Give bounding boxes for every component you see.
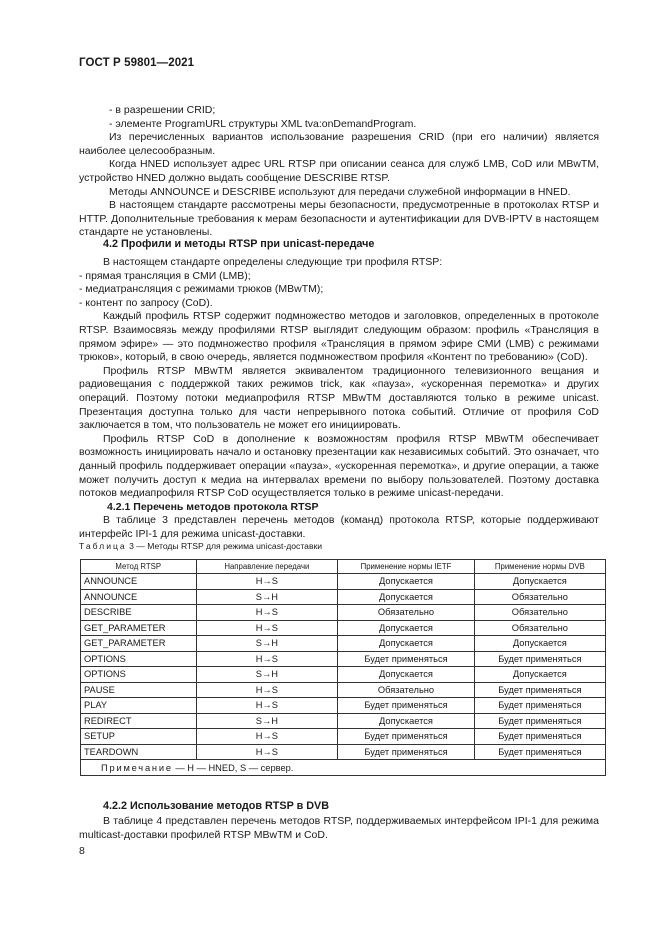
ietf-cell: Будет применяться: [338, 698, 475, 714]
method-cell: OPTIONS: [81, 667, 197, 683]
direction-cell: S→H: [196, 667, 338, 683]
table-row: [81, 713, 606, 729]
table-row: [81, 682, 606, 698]
method-cell: OPTIONS: [81, 651, 197, 667]
method-cell: PAUSE: [81, 682, 197, 698]
ietf-cell: Допускается: [338, 574, 475, 590]
ietf-cell: Обязательно: [338, 605, 475, 621]
section-4-2-2-block: [79, 815, 599, 842]
standard-header: ГОСТ Р 59801—2021: [79, 57, 195, 69]
rtsp-methods-table: [80, 559, 606, 776]
table-caption: [79, 541, 322, 551]
direction-cell: H→S: [196, 620, 338, 636]
method-cell: PLAY: [81, 698, 197, 714]
method-cell: DESCRIBE: [81, 605, 197, 621]
section-heading: 4.2 Профили и методы RTSP при unicast-передаче: [103, 238, 375, 250]
ietf-cell: Допускается: [338, 667, 475, 683]
direction-cell: S→H: [196, 713, 338, 729]
column-header: Применение нормы DVB: [474, 560, 605, 574]
direction-cell: S→H: [196, 589, 338, 605]
paragraph: Профиль RTSP CoD в дополнение к возможностям профиля RTSP MBwTM обеспечивает возможность инициировать начало и остановку презентации как независимых событий. Это означает, что данный профиль поддерживает операции «пауза», «ускоренная перемотка», и другие операции, а также может получить доступ к медиа на интервалах времени по выбору пользователей. Поэтому доставка потоков медиапрофиля RTSP CoD осуществляется только в режиме unicast-передачи.: [79, 432, 599, 500]
method-cell: SETUP: [81, 729, 197, 745]
intro-block: [79, 104, 599, 240]
ietf-cell: Допускается: [338, 620, 475, 636]
method-cell: GET_PARAMETER: [81, 636, 197, 652]
note-text: — H — HNED, S — сервер.: [175, 762, 294, 773]
page-number: 8: [79, 845, 85, 857]
paragraph: Из перечисленных вариантов использование разрешения CRID (при его наличии) является наиболее целесообразным.: [79, 131, 599, 157]
paragraph: Когда HNED использует адрес URL RTSP при описании сеанса для служб LMB, CoD или MBwTM, устройство HNED должно выдать сообщение DESCRIBE RTSP.: [79, 158, 599, 184]
table-body: [81, 574, 606, 760]
method-cell: ANNOUNCE: [81, 574, 197, 590]
table-caption-text: 3 — Методы RTSP для режима unicast-доставки: [129, 541, 323, 551]
list-item: - прямая трансляция в СМИ (LMB);: [79, 269, 251, 282]
ietf-cell: Будет применяться: [338, 651, 475, 667]
ietf-cell: Допускается: [338, 589, 475, 605]
paragraph: Каждый профиль RTSP содержит подмножество методов и заголовков, определенных в протоколе RTSP. Взаимосвязь между профилями RTSP выглядит следующим образом: профиль «Трансляция в прямом эфире» — это подмножество профиля «Трансляция в прямом эфире СМИ (LMB) с режимами трюков», который, в свою очередь, является подмножеством профиля «Контент по требованию» (CoD).: [79, 310, 599, 364]
direction-cell: H→S: [196, 744, 338, 760]
table-row: [81, 744, 606, 760]
table-header-row: [81, 560, 606, 574]
direction-cell: H→S: [196, 651, 338, 667]
paragraph: В настоящем стандарте рассмотрены меры безопасности, предусмотренные в протоколах RTSP и HTTP. Дополнительные требования к мерам безопасности и аутентификации для DVB-IPTV в настоящем стандарте не установлены.: [79, 199, 599, 239]
dvb-cell: Допускается: [474, 667, 605, 683]
method-cell: ANNOUNCE: [81, 589, 197, 605]
method-cell: GET_PARAMETER: [81, 620, 197, 636]
table-caption-label: Таблица: [79, 541, 127, 551]
direction-cell: H→S: [196, 682, 338, 698]
dvb-cell: Будет применяться: [474, 682, 605, 698]
list-item: - контент по запросу (CoD).: [79, 296, 213, 309]
section-heading: 4.2.2 Использование методов RTSP в DVB: [103, 800, 330, 812]
dvb-cell: Допускается: [474, 636, 605, 652]
direction-cell: H→S: [196, 729, 338, 745]
method-cell: TEARDOWN: [81, 744, 197, 760]
note-label: Примечание: [101, 762, 173, 773]
paragraph: В настоящем стандарте определены следующие три профиля RTSP:: [103, 256, 443, 268]
ietf-cell: Допускается: [338, 713, 475, 729]
table-row: [81, 574, 606, 590]
dvb-cell: Обязательно: [474, 605, 605, 621]
table-row: [81, 651, 606, 667]
dvb-cell: Обязательно: [474, 620, 605, 636]
column-header: Применение нормы IETF: [338, 560, 475, 574]
subsection-heading: 4.2.1 Перечень методов протокола RTSP: [107, 500, 319, 513]
paragraph: В таблице 3 представлен перечень методов (команд) протокола RTSP, которые поддерживают интерфейс IPI-1 для режима unicast-доставки.: [79, 514, 599, 540]
dvb-cell: Допускается: [474, 574, 605, 590]
dvb-cell: Будет применяться: [474, 698, 605, 714]
table-row: [81, 729, 606, 745]
list-item: - медиатрансляция с режимами трюков (MBwTM);: [79, 283, 324, 296]
dvb-cell: Будет применяться: [474, 729, 605, 745]
method-cell: REDIRECT: [81, 713, 197, 729]
table-row: [81, 620, 606, 636]
ietf-cell: Обязательно: [338, 682, 475, 698]
ietf-cell: Допускается: [338, 636, 475, 652]
table-note: [81, 760, 606, 776]
table-row: [81, 589, 606, 605]
list-item: - элементе ProgramURL структуры XML tva:onDemandProgram.: [109, 117, 417, 130]
ietf-cell: Будет применяться: [338, 729, 475, 745]
direction-cell: S→H: [196, 636, 338, 652]
column-header: Метод RTSP: [81, 560, 197, 574]
table-note-row: [81, 760, 606, 776]
table-row: [81, 698, 606, 714]
dvb-cell: Будет применяться: [474, 651, 605, 667]
dvb-cell: Обязательно: [474, 589, 605, 605]
column-header: Направление передачи: [196, 560, 338, 574]
ietf-cell: Будет применяться: [338, 744, 475, 760]
section-4-2-block: [79, 256, 599, 541]
table-row: [81, 605, 606, 621]
paragraph: В таблице 4 представлен перечень методов RTSP, поддерживаемых интерфейсом IPI-1 для режима multicast-доставки профилей RTSP MBwTM и CoD.: [79, 815, 599, 841]
direction-cell: H→S: [196, 698, 338, 714]
paragraph: Профиль RTSP MBwTM является эквивалентом традиционного телевизионного вещания и радиовещания с поддержкой таких режимов trick, как «пауза», «ускоренная перемотка» и других операций. Поэтому потоки медиапрофиля RTSP MBwTM доставляются только в режиме unicast. Презентация доступна только для части непрерывного потока событий. Отличие от профиля CoD заключается в том, что пользователь не может его инициировать.: [79, 364, 599, 432]
dvb-cell: Будет применяться: [474, 713, 605, 729]
dvb-cell: Будет применяться: [474, 744, 605, 760]
direction-cell: H→S: [196, 605, 338, 621]
list-item: - в разрешении CRID;: [109, 104, 216, 116]
table-row: [81, 636, 606, 652]
paragraph: Методы ANNOUNCE и DESCRIBE используют для передачи служебной информации в HNED.: [109, 185, 571, 198]
table-row: [81, 667, 606, 683]
direction-cell: H→S: [196, 574, 338, 590]
